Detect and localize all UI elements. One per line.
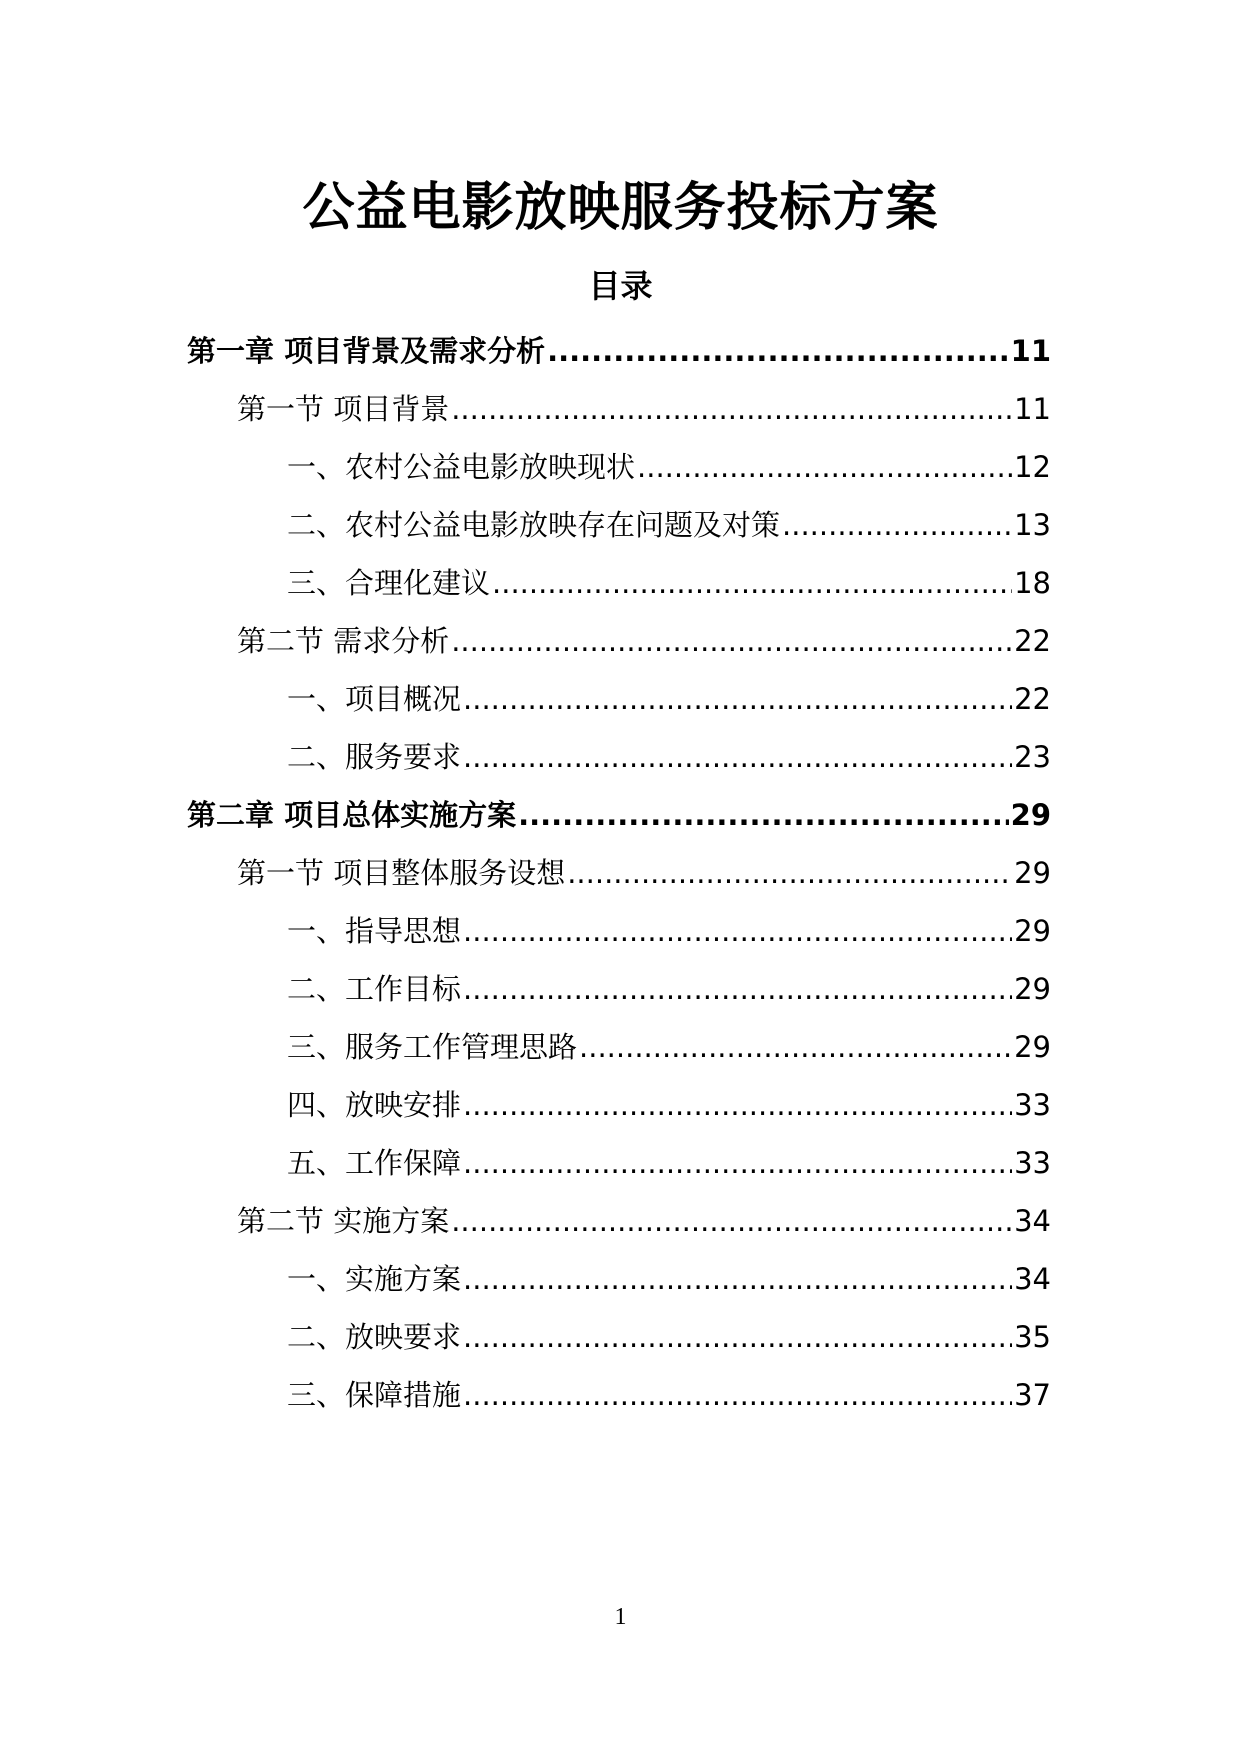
toc-entry[interactable] xyxy=(187,790,1051,840)
toc-leader-dots xyxy=(547,326,1009,376)
toc-leader-dots xyxy=(451,384,1012,434)
toc-leader-dots xyxy=(492,558,1012,608)
toc-leader-dots xyxy=(463,732,1012,782)
toc-leader-dots xyxy=(463,1080,1012,1130)
toc-entry[interactable] xyxy=(287,674,1051,724)
toc-entry-page: 22 xyxy=(1014,624,1051,658)
document-title: 公益电影放映服务投标方案 xyxy=(302,178,939,238)
toc-entry[interactable] xyxy=(287,1254,1051,1304)
toc-entry-label: 第二章 项目总体实施方案 xyxy=(187,798,517,832)
toc-leader-dots xyxy=(463,964,1012,1014)
toc-entry[interactable] xyxy=(287,964,1051,1014)
toc-entry[interactable] xyxy=(187,326,1051,376)
toc-leader-dots xyxy=(637,442,1012,492)
toc-entry-label: 三、合理化建议 xyxy=(287,566,491,600)
toc-heading: 目录 xyxy=(588,267,653,305)
toc-entry-label: 第一章 项目背景及需求分析 xyxy=(187,334,546,368)
toc-entry-label: 五、工作保障 xyxy=(287,1146,462,1180)
toc-entry[interactable] xyxy=(287,906,1051,956)
toc-entry-page: 29 xyxy=(1014,972,1051,1006)
toc-entry-page: 29 xyxy=(1014,856,1051,890)
toc-leader-dots xyxy=(579,1022,1012,1072)
toc-leader-dots xyxy=(463,1312,1012,1362)
toc-entry-label: 二、工作目标 xyxy=(287,972,462,1006)
toc-entry[interactable] xyxy=(287,732,1051,782)
toc-entry-page: 12 xyxy=(1014,450,1051,484)
toc-entry-page: 29 xyxy=(1014,1030,1051,1064)
toc-entry-page: 11 xyxy=(1010,334,1051,368)
toc-entry-label: 二、农村公益电影放映存在问题及对策 xyxy=(287,508,781,542)
toc-entry-label: 四、放映安排 xyxy=(287,1088,462,1122)
toc-entry[interactable] xyxy=(237,848,1051,898)
toc-entry-page: 11 xyxy=(1014,392,1051,426)
toc-entry[interactable] xyxy=(287,1022,1051,1072)
toc-entry-page: 33 xyxy=(1014,1088,1051,1122)
toc-entry-page: 22 xyxy=(1014,682,1051,716)
toc-entry[interactable] xyxy=(237,384,1051,434)
toc-leader-dots xyxy=(451,1196,1012,1246)
toc-entry[interactable] xyxy=(237,616,1051,666)
toc-entry-page: 13 xyxy=(1014,508,1051,542)
toc-entry-label: 第二节 实施方案 xyxy=(237,1204,450,1238)
toc-entry[interactable] xyxy=(287,442,1051,492)
toc-entry-label: 三、保障措施 xyxy=(287,1378,462,1412)
toc-leader-dots xyxy=(567,848,1012,898)
toc-entry-label: 第一节 项目背景 xyxy=(237,392,450,426)
toc-entry-page: 29 xyxy=(1014,914,1051,948)
toc-leader-dots xyxy=(463,1370,1012,1420)
toc-entry-label: 第二节 需求分析 xyxy=(237,624,450,658)
toc-entry-label: 一、实施方案 xyxy=(287,1262,462,1296)
toc-leader-dots xyxy=(518,790,1009,840)
toc-entry[interactable] xyxy=(287,500,1051,550)
toc-entry-label: 一、农村公益电影放映现状 xyxy=(287,450,636,484)
toc-entry[interactable] xyxy=(287,1138,1051,1188)
toc-entry-page: 29 xyxy=(1010,798,1051,832)
toc-entry-label: 第一节 项目整体服务设想 xyxy=(237,856,566,890)
toc-entry[interactable] xyxy=(287,1370,1051,1420)
page-number: 1 xyxy=(614,1604,627,1630)
toc-entry-page: 34 xyxy=(1014,1262,1051,1296)
toc-entry-page: 33 xyxy=(1014,1146,1051,1180)
toc-entry[interactable] xyxy=(287,558,1051,608)
toc-leader-dots xyxy=(463,1254,1012,1304)
toc-leader-dots xyxy=(463,906,1012,956)
toc-entry-page: 18 xyxy=(1014,566,1051,600)
toc-entry-page: 35 xyxy=(1014,1320,1051,1354)
toc-entry[interactable] xyxy=(287,1312,1051,1362)
toc-entry[interactable] xyxy=(237,1196,1051,1246)
toc-entry-page: 34 xyxy=(1014,1204,1051,1238)
toc-entry-page: 37 xyxy=(1014,1378,1051,1412)
toc-leader-dots xyxy=(463,1138,1012,1188)
toc-leader-dots xyxy=(451,616,1012,666)
toc-entry-label: 二、服务要求 xyxy=(287,740,462,774)
toc-leader-dots xyxy=(782,500,1012,550)
toc-entry-label: 一、指导思想 xyxy=(287,914,462,948)
toc-leader-dots xyxy=(463,674,1012,724)
toc-entry-label: 三、服务工作管理思路 xyxy=(287,1030,578,1064)
toc-entry-label: 一、项目概况 xyxy=(287,682,462,716)
toc-entry-label: 二、放映要求 xyxy=(287,1320,462,1354)
toc-entry[interactable] xyxy=(287,1080,1051,1130)
toc-entry-page: 23 xyxy=(1014,740,1051,774)
